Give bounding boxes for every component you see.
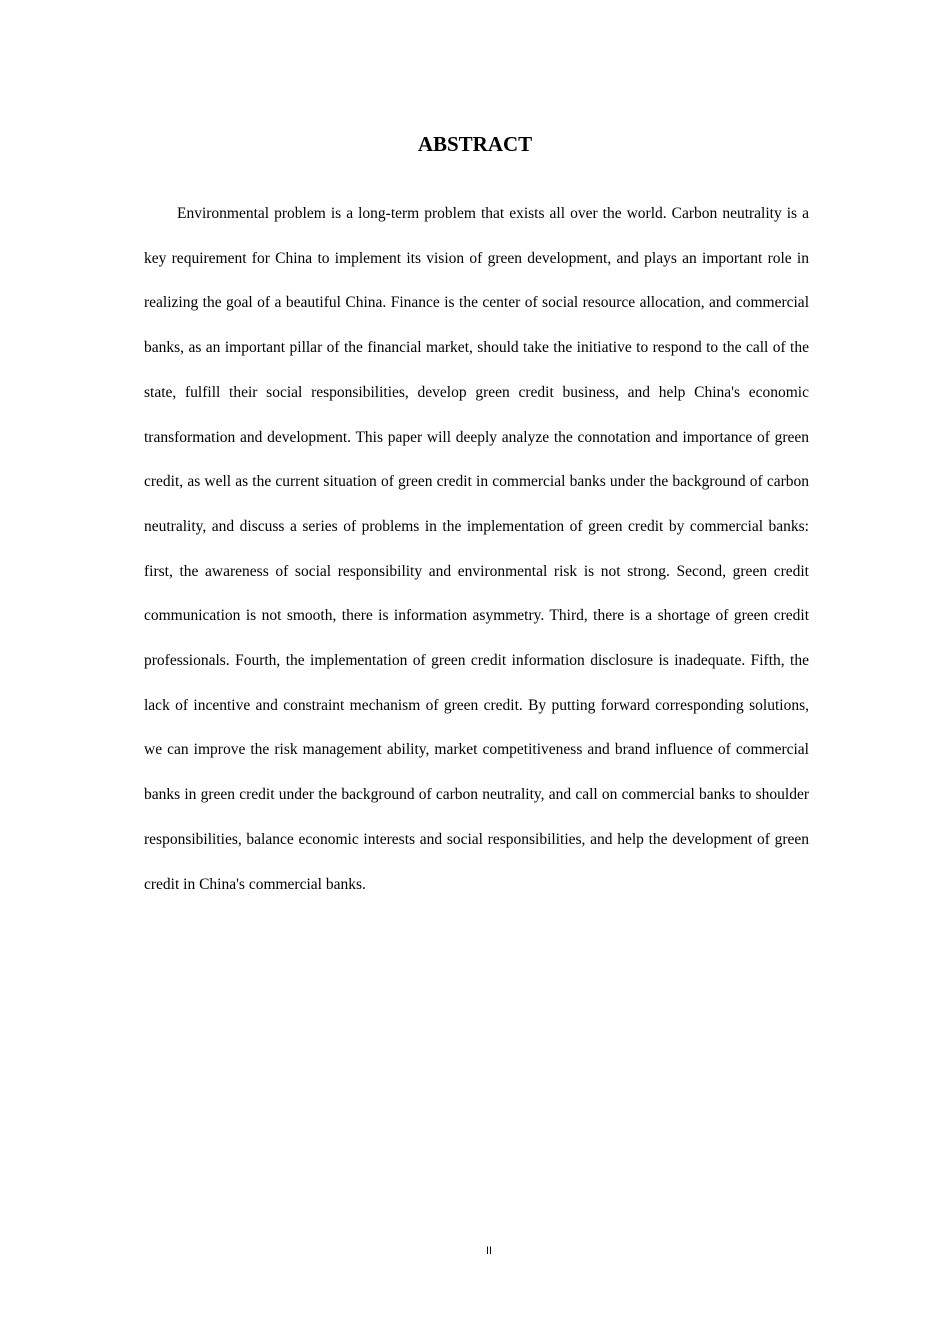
page-title: ABSTRACT — [417, 132, 533, 156]
abstract-paragraph: Environmental problem is a long-term problem that exists all over the world. Carbon neutrality is a key requirement for China to implement its vision of green development, and plays an important role in realizing the goal of a beautiful China. Finance is the center of social resource allocation, and commercial banks, as an important pillar of the financial market, should take the initiative to respond to the call of the state, fulfill their social responsibilities, develop green credit business, and help China's economic transformation and development. This paper will deeply analyze the connotation and importance of green credit, as well as the current situation of green credit in commercial banks under the background of carbon neutrality, and discuss a series of problems in the implementation of green credit by commercial banks: first, the awareness of social responsibility and environmental risk is not strong. Second, green credit communication is not smooth, there is information asymmetry. Third, there is a shortage of green credit professionals. Fourth, the implementation of green credit information disclosure is inadequate. Fifth, the lack of incentive and constraint mechanism of green credit. By putting forward corresponding solutions, we can improve the risk management ability, market competitiveness and brand influence of commercial banks in green credit under the background of carbon neutrality, and call on commercial banks to shoulder responsibilities, balance economic interests and social responsibilities, and help the development of green credit in China's commercial banks. — [144, 205, 809, 893]
page-number: II — [485, 1245, 493, 1257]
